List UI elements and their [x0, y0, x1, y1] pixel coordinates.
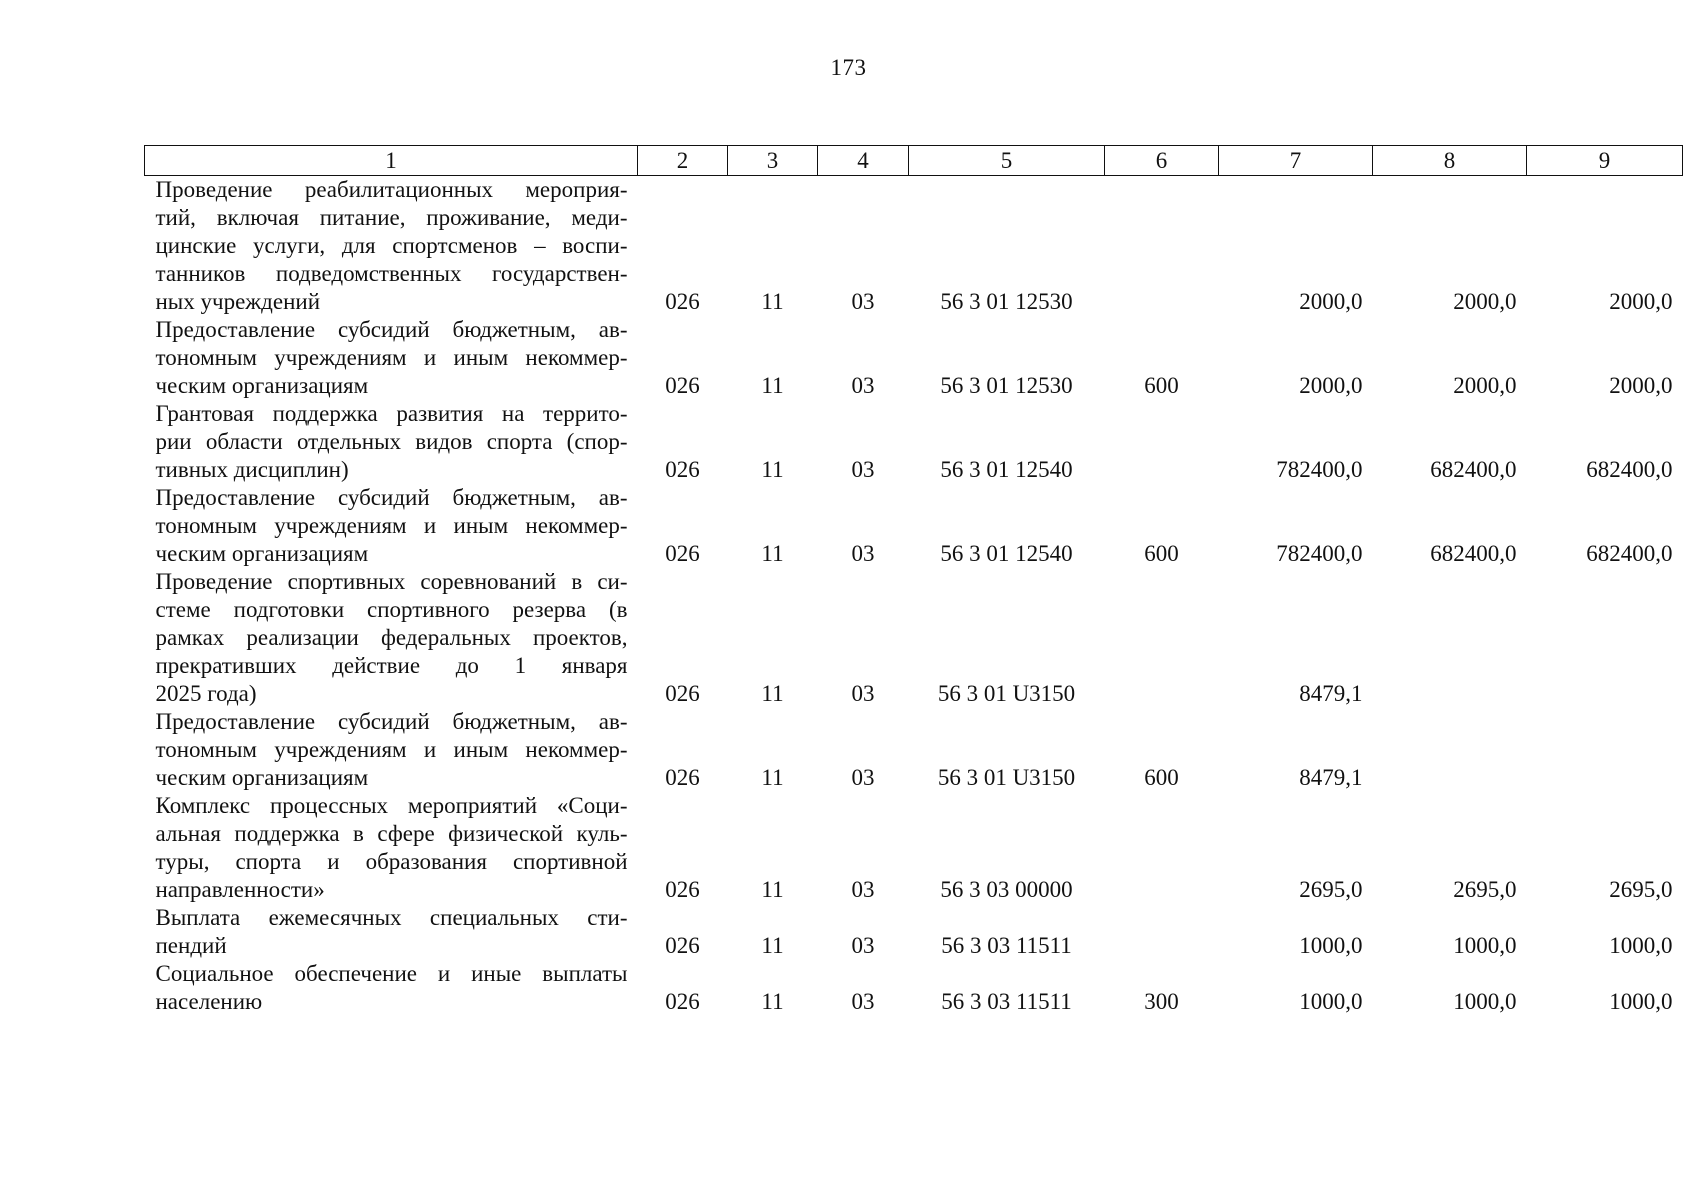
subsection-code: 03: [851, 765, 875, 790]
section-code: 11: [761, 877, 784, 902]
subsection-code: 03: [851, 681, 875, 706]
amount-year-2: 2000,0: [1453, 373, 1517, 398]
expense-type-code: [1105, 568, 1219, 708]
section-code: 11: [761, 541, 784, 566]
description-line: Предоставление субсидий бюджетным, ав-: [155, 317, 628, 342]
table-row: [145, 568, 1683, 708]
row-description: [145, 316, 638, 400]
expense-type-code: 600: [1144, 541, 1179, 566]
description-line: Предоставление субсидий бюджетным, ав-: [155, 485, 628, 510]
description-line: населению: [155, 989, 263, 1014]
target-article-code: 56 3 03 11511: [941, 989, 1072, 1014]
amount-year-3: 2695,0: [1609, 877, 1673, 902]
description-line: танников подведомственных государствен-: [155, 261, 628, 286]
section-code: 11: [761, 289, 784, 314]
amount-year-1: 782400,0: [1276, 541, 1363, 566]
amount-year-3: 682400,0: [1586, 457, 1673, 482]
chapter-code: 026: [665, 457, 700, 482]
amount-year-3: [1527, 568, 1683, 708]
description-line: цинские услуги, для спортсменов – воспи-: [155, 233, 628, 258]
description-line: прекративших действие до 1 января: [155, 653, 628, 678]
chapter-code: 026: [665, 989, 700, 1014]
column-header-2: 2: [638, 146, 728, 176]
amount-year-1: 1000,0: [1299, 989, 1363, 1014]
header-row: [145, 146, 1683, 176]
expense-type-code: [1105, 792, 1219, 904]
subsection-code: 03: [851, 373, 875, 398]
section-code: 11: [761, 933, 784, 958]
amount-year-3: 1000,0: [1609, 989, 1673, 1014]
row-description: [145, 568, 638, 708]
amount-year-3: 1000,0: [1609, 933, 1673, 958]
chapter-code: 026: [665, 289, 700, 314]
subsection-code: 03: [851, 877, 875, 902]
subsection-code: 03: [851, 289, 875, 314]
row-description: [145, 176, 638, 317]
section-code: 11: [761, 373, 784, 398]
amount-year-1: 2000,0: [1299, 373, 1363, 398]
column-header-7: 7: [1219, 146, 1373, 176]
amount-year-2: [1373, 708, 1527, 792]
description-line: направленности»: [155, 877, 325, 902]
target-article-code: 56 3 01 U3150: [937, 681, 1076, 706]
chapter-code: 026: [665, 765, 700, 790]
row-description: [145, 792, 638, 904]
description-line: рамках реализации федеральных проектов,: [155, 625, 628, 650]
chapter-code: 026: [665, 933, 700, 958]
chapter-code: 026: [665, 541, 700, 566]
table-row: [145, 960, 1683, 1016]
column-header-5: 5: [909, 146, 1105, 176]
expense-type-code: 300: [1144, 989, 1179, 1014]
subsection-code: 03: [851, 933, 875, 958]
row-description: [145, 960, 638, 1016]
description-line: тономным учреждениям и иным некоммер-: [155, 737, 628, 762]
column-header-8: 8: [1373, 146, 1527, 176]
section-code: 11: [761, 457, 784, 482]
target-article-code: 56 3 01 U3150: [937, 765, 1076, 790]
description-line: Выплата ежемесячных специальных сти-: [155, 905, 628, 930]
amount-year-1: 782400,0: [1276, 457, 1363, 482]
chapter-code: 026: [665, 373, 700, 398]
subsection-code: 03: [851, 541, 875, 566]
column-header-9: 9: [1527, 146, 1683, 176]
chapter-code: 026: [665, 877, 700, 902]
section-code: 11: [761, 765, 784, 790]
expense-type-code: 600: [1144, 373, 1179, 398]
description-line: Грантовая поддержка развития на террито-: [155, 401, 628, 426]
table-row: [145, 792, 1683, 904]
chapter-code: 026: [665, 681, 700, 706]
target-article-code: 56 3 01 12540: [940, 541, 1073, 566]
description-line: тономным учреждениям и иным некоммер-: [155, 345, 628, 370]
table-row: [145, 708, 1683, 792]
description-line: альная поддержка в сфере физической куль-: [155, 821, 628, 846]
column-header-4: 4: [818, 146, 909, 176]
row-description: [145, 484, 638, 568]
expense-type-code: [1105, 904, 1219, 960]
subsection-code: 03: [851, 457, 875, 482]
amount-year-2: 682400,0: [1430, 457, 1517, 482]
description-line: пендий: [155, 933, 227, 958]
row-description: [145, 708, 638, 792]
description-line: стеме подготовки спортивного резерва (в: [155, 597, 628, 622]
table-row: [145, 484, 1683, 568]
amount-year-1: 8479,1: [1299, 765, 1363, 790]
amount-year-2: [1373, 568, 1527, 708]
description-line: ных учреждений: [155, 289, 321, 314]
amount-year-3: 682400,0: [1586, 541, 1673, 566]
description-line: Проведение спортивных соревнований в си-: [155, 569, 628, 594]
amount-year-2: 2695,0: [1453, 877, 1517, 902]
target-article-code: 56 3 01 12530: [940, 373, 1073, 398]
table-row: [145, 176, 1683, 317]
description-line: рии области отдельных видов спорта (спор-: [155, 429, 628, 454]
table-header: [145, 146, 1683, 176]
amount-year-3: 2000,0: [1609, 289, 1673, 314]
target-article-code: 56 3 03 00000: [940, 877, 1073, 902]
amount-year-2: 682400,0: [1430, 541, 1517, 566]
description-line: Комплекс процессных мероприятий «Соци-: [155, 793, 628, 818]
page-number: 173: [830, 55, 867, 80]
amount-year-2: 1000,0: [1453, 933, 1517, 958]
description-line: ческим организациям: [155, 765, 369, 790]
table-row: [145, 400, 1683, 484]
description-line: ческим организациям: [155, 373, 369, 398]
amount-year-3: 2000,0: [1609, 373, 1673, 398]
description-line: ческим организациям: [155, 541, 369, 566]
amount-year-2: 1000,0: [1453, 989, 1517, 1014]
expense-type-code: [1105, 400, 1219, 484]
table-row: [145, 904, 1683, 960]
table-body: [145, 176, 1683, 1017]
description-line: тономным учреждениям и иным некоммер-: [155, 513, 628, 538]
description-line: туры, спорта и образования спортивной: [155, 849, 628, 874]
target-article-code: 56 3 01 12530: [940, 289, 1073, 314]
subsection-code: 03: [851, 989, 875, 1014]
amount-year-1: 2000,0: [1299, 289, 1363, 314]
section-code: 11: [761, 989, 784, 1014]
column-header-3: 3: [728, 146, 818, 176]
row-description: [145, 400, 638, 484]
expense-type-code: 600: [1144, 765, 1179, 790]
column-header-1: 1: [145, 146, 638, 176]
amount-year-1: 2695,0: [1299, 877, 1363, 902]
amount-year-3: [1527, 708, 1683, 792]
expense-type-code: [1105, 176, 1219, 317]
column-header-6: 6: [1105, 146, 1219, 176]
row-description: [145, 904, 638, 960]
amount-year-1: 8479,1: [1299, 681, 1363, 706]
amount-year-1: 1000,0: [1299, 933, 1363, 958]
description-line: Социальное обеспечение и иные выплаты: [155, 961, 628, 986]
budget-table: [144, 145, 1683, 1016]
section-code: 11: [761, 681, 784, 706]
description-line: тий, включая питание, проживание, меди-: [155, 205, 628, 230]
description-line: Предоставление субсидий бюджетным, ав-: [155, 709, 628, 734]
description-line: Проведение реабилитационных мероприя-: [155, 177, 628, 202]
description-line: тивных дисциплин): [155, 457, 349, 482]
table-row: [145, 316, 1683, 400]
description-line: 2025 года): [155, 681, 257, 706]
target-article-code: 56 3 03 11511: [941, 933, 1072, 958]
target-article-code: 56 3 01 12540: [940, 457, 1073, 482]
amount-year-2: 2000,0: [1453, 289, 1517, 314]
